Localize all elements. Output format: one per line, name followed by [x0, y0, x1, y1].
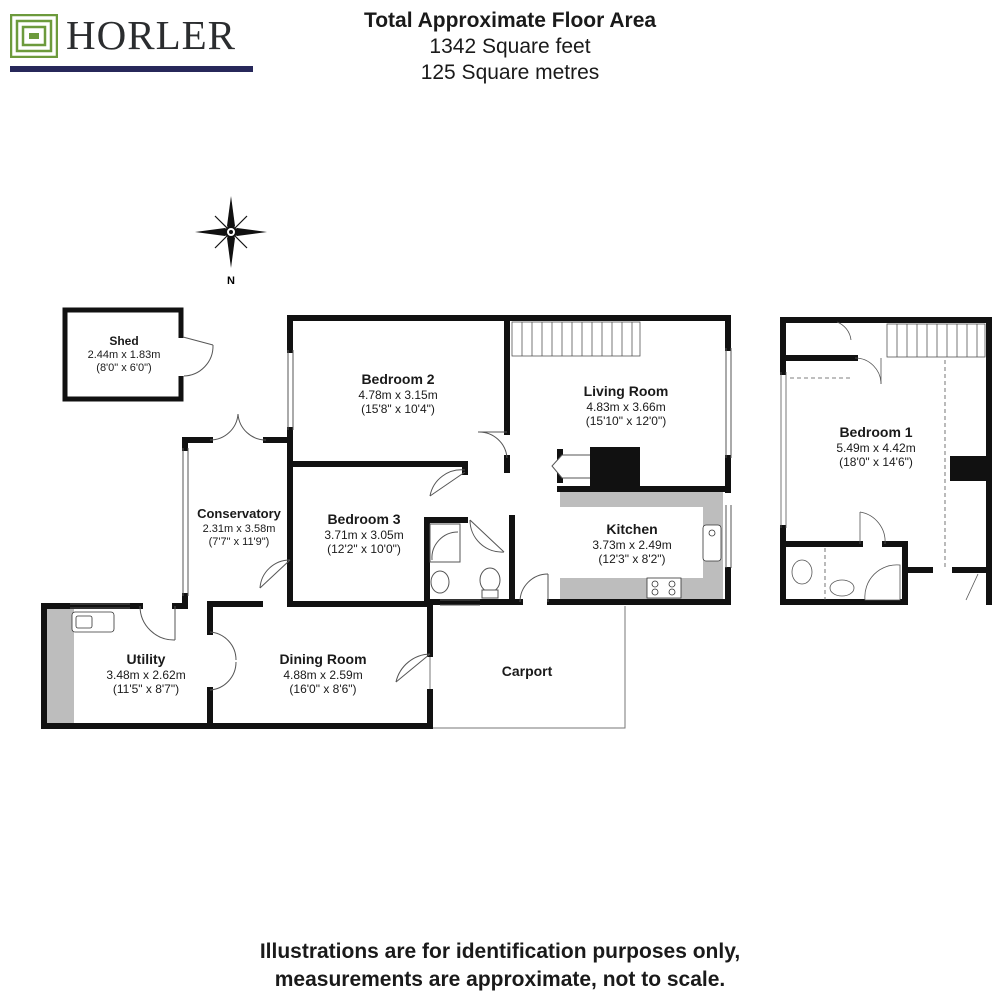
conservatory-imperial: (7'7" x 11'9")	[208, 536, 270, 548]
utility-worktop	[46, 608, 74, 724]
utility-metric: 3.48m x 2.62m	[106, 668, 186, 682]
utility-imperial: (11'5" x 8'7")	[112, 682, 180, 696]
dining-imperial: (16'0" x 8'6")	[289, 682, 357, 696]
shed-imperial: (8'0" x 6'0")	[96, 362, 152, 374]
shed-name: Shed	[109, 334, 139, 348]
bedroom2-name: Bedroom 2	[361, 371, 435, 387]
kitchen-worktop-bottom	[560, 578, 723, 601]
bedroom3-metric: 3.71m x 3.05m	[324, 528, 404, 542]
bedroom3-name: Bedroom 3	[327, 511, 401, 527]
carport-name: Carport	[501, 663, 553, 679]
floor-area-title: Total Approximate Floor Area	[363, 9, 657, 32]
main-stairs	[512, 322, 640, 356]
dining-name: Dining Room	[279, 651, 367, 667]
compass-icon	[195, 196, 267, 268]
living-name: Living Room	[583, 383, 669, 399]
living-fireplace	[590, 447, 640, 487]
bedroom1-chimney	[950, 456, 989, 481]
bedroom1-metric: 5.49m x 4.42m	[836, 441, 916, 455]
living-metric: 4.83m x 3.66m	[586, 400, 666, 414]
compass-north-label: N	[227, 275, 235, 287]
disclaimer-line-1: Illustrations are for identification purposes only,	[259, 940, 741, 963]
kitchen-imperial: (12'3" x 8'2")	[598, 552, 666, 566]
conservatory-metric: 2.31m x 3.58m	[202, 523, 276, 535]
bedroom1-imperial: (18'0" x 14'6")	[839, 455, 913, 469]
conservatory-name: Conservatory	[197, 506, 281, 521]
bedroom2-metric: 4.78m x 3.15m	[358, 388, 438, 402]
floor-area-sqm: 125 Square metres	[420, 61, 600, 84]
bedroom2-imperial: (15'8" x 10'4")	[361, 402, 435, 416]
bathroom-fixtures	[430, 524, 500, 598]
disclaimer	[150, 938, 850, 994]
dining-metric: 4.88m x 2.59m	[283, 668, 363, 682]
utility-name: Utility	[126, 651, 166, 667]
kitchen-metric: 3.73m x 2.49m	[592, 538, 672, 552]
bedroom3-imperial: (12'2" x 10'0")	[327, 542, 401, 556]
brand-name: HORLER	[66, 12, 236, 58]
living-imperial: (15'10" x 12'0")	[585, 414, 667, 428]
kitchen-name: Kitchen	[606, 521, 658, 537]
room-labels	[88, 334, 916, 696]
disclaimer-line-2: measurements are approximate, not to scale.	[274, 968, 726, 991]
bedroom1-name: Bedroom 1	[839, 424, 913, 440]
floor-area-sqft: 1342 Square feet	[429, 35, 591, 58]
shed-metric: 2.44m x 1.83m	[87, 349, 161, 361]
